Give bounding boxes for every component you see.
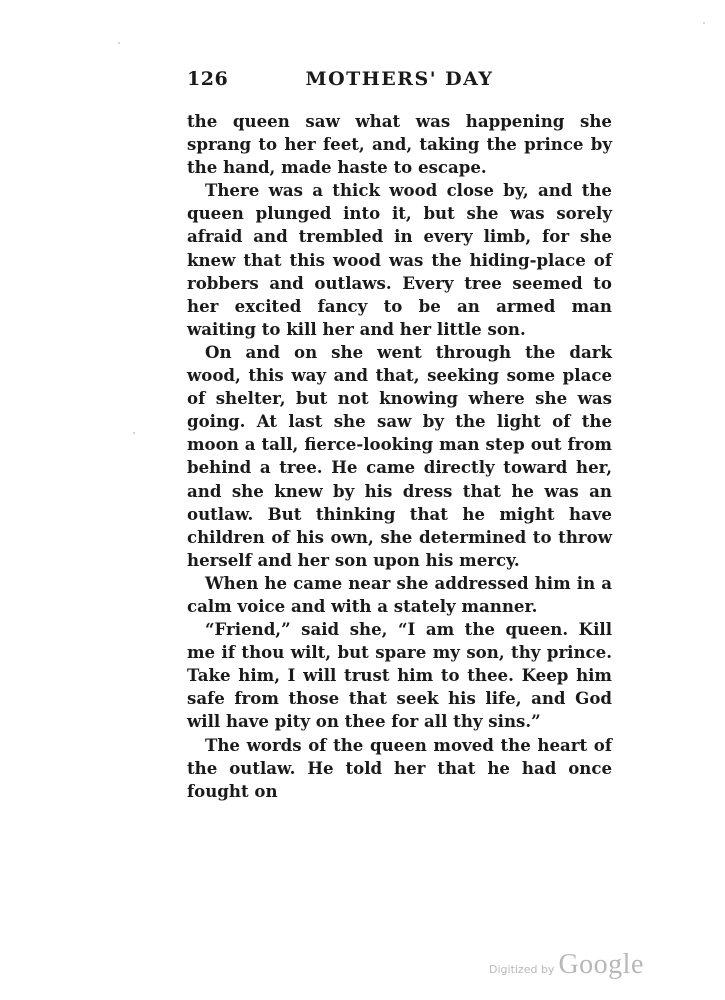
page-header [187, 68, 612, 98]
paragraph-outlaw-moved: The words of the queen moved the heart of the outlaw. He told her that he had once fought on [187, 734, 612, 801]
scan-speck [703, 22, 705, 24]
paragraph-continuation: the queen saw what was happening she sprang to her feet, and, taking the prince by the hand, made haste to escape. [187, 111, 612, 178]
paragraph-addressed: When he came near she addressed him in a calm voice and with a stately manner. [187, 572, 612, 616]
page-number: 126 [187, 68, 229, 90]
scan-speck [118, 42, 120, 44]
page-body [187, 110, 612, 803]
paragraph-queen-speech: “Friend,” said she, “I am the queen. Kill me if thou wilt, but spare my son, thy prince. Take him, I will trust him to thee. Keep him safe from those that seek his life, and God will have pity on thee for all thy sins.” [187, 619, 612, 732]
google-watermark [489, 949, 644, 981]
watermark-prefix: Digitized by [489, 963, 555, 976]
google-logo: Google [558, 949, 644, 980]
paragraph-dark-wood: On and on she went through the dark wood, this way and that, seeking some place of shelter, but not knowing where she was going. At last she saw by the light of the moon a tall, fierce-looking man step out from behind a tree. He came directly toward her, and she knew by his dress that he was an outlaw. But thinking that he might have children of his own, she determined to throw herself and her son upon his mercy. [187, 341, 612, 570]
running-title: MOTHERS' DAY [305, 68, 494, 90]
scan-speck [133, 432, 135, 434]
paragraph-thick-wood: There was a thick wood close by, and the queen plunged into it, but she was sorely afraid and trembled in every limb, for she knew that this wood was the hiding-place of robbers and outlaws. Every tree seemed to her excited fancy to be an armed man waiting to kill her and her little son. [187, 180, 612, 339]
